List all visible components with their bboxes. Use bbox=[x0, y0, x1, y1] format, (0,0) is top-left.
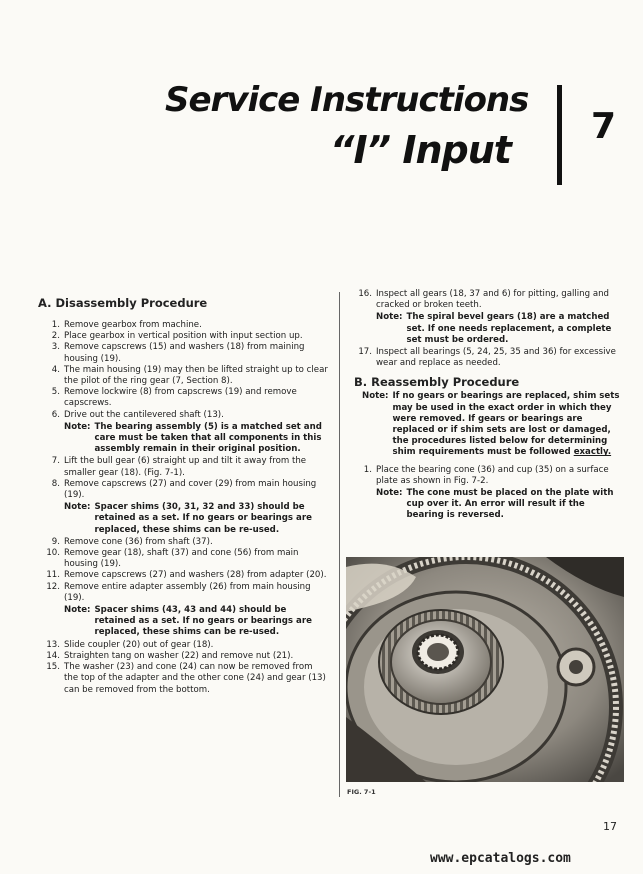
watermark: www.epcatalogs.com bbox=[430, 851, 571, 866]
note-label: Note: bbox=[376, 312, 403, 323]
note-text-emphasis: exactly. bbox=[573, 447, 612, 458]
item-text: The main housing (19) may then be lifted straight up to clear the pilot of the ring gear (7, Section 8). bbox=[64, 364, 328, 387]
list-item bbox=[38, 342, 328, 364]
list-item bbox=[38, 570, 328, 581]
section-b-heading: B. Reassembly Procedure bbox=[354, 375, 520, 390]
item-text: The washer (23) and cone (24) can now be removed from the top of the adapter and the other cone (24) and gear (13) can be removed from the bottom. bbox=[64, 662, 326, 695]
note-text bbox=[392, 391, 622, 458]
item-text: Remove capscrews (27) and cover (29) from main housing (19). bbox=[64, 478, 317, 501]
item-text: Remove gearbox from machine. bbox=[64, 320, 202, 330]
item-number: 9. bbox=[51, 536, 60, 547]
section-a-list bbox=[38, 320, 328, 696]
list-item bbox=[38, 662, 328, 696]
item-text: Inspect all gears (18, 37 and 6) for pitting, galling and cracked or broken teeth. bbox=[376, 289, 609, 311]
item-number: 3. bbox=[51, 342, 60, 353]
item-number: 14. bbox=[46, 650, 60, 661]
gear-photo-illustration bbox=[346, 557, 624, 782]
item-text: Slide coupler (20) out of gear (18). bbox=[64, 639, 214, 650]
note bbox=[64, 422, 328, 456]
item-text: Remove gear (18), shaft (37) and cone (56) from main housing (19). bbox=[64, 548, 299, 570]
item-text: Place the bearing cone (36) and cup (35) on a surface plate as shown in Fig. 7-2. bbox=[376, 464, 609, 486]
gear-assembly-photo bbox=[346, 557, 624, 782]
item-text: Straighten tang on washer (22) and remove nut (21). bbox=[64, 650, 294, 661]
note bbox=[376, 312, 622, 346]
note-label: Note: bbox=[64, 605, 91, 616]
item-text: Drive out the cantilevered shaft (13). bbox=[64, 409, 224, 420]
item-number: 15. bbox=[46, 662, 60, 673]
list-item bbox=[354, 289, 622, 311]
note bbox=[64, 605, 328, 639]
title-line-1: Service Instructions bbox=[165, 80, 529, 120]
list-item bbox=[38, 537, 328, 548]
item-number: 7. bbox=[51, 456, 60, 467]
note-label: Note: bbox=[376, 488, 403, 499]
note-label: Note: bbox=[64, 502, 91, 513]
note bbox=[376, 488, 622, 522]
item-number: 11. bbox=[46, 570, 60, 581]
item-text: Lift the bull gear (6) straight up and tilt it away from the smaller gear (18). (Fig. 7-1). bbox=[64, 456, 307, 478]
item-text: Remove capscrews (15) and washers (18) from maining housing (19). bbox=[64, 342, 305, 364]
item-number: 4. bbox=[51, 364, 60, 375]
list-item bbox=[38, 331, 328, 342]
list-item bbox=[38, 640, 328, 651]
item-number: 13. bbox=[46, 639, 60, 650]
item-text: Place gearbox in vertical position with input section up. bbox=[64, 331, 303, 342]
note-text: Spacer shims (43, 43 and 44) should be retained as a set. If no gears or bearings are replaced, these shims can be re-used. bbox=[94, 605, 312, 638]
note-text: The cone must be placed on the plate with cup over it. An error will result if the bearing is reversed. bbox=[406, 488, 614, 521]
item-number: 16. bbox=[358, 289, 372, 299]
item-number: 17. bbox=[358, 347, 372, 358]
item-text: Inspect all bearings (5, 24, 25, 35 and 36) for excessive wear and replace as needed. bbox=[376, 347, 616, 369]
list-item bbox=[354, 465, 622, 487]
title-divider bbox=[557, 85, 562, 185]
item-text: Remove capscrews (27) and washers (28) from adapter (20). bbox=[64, 570, 327, 581]
list-item bbox=[38, 479, 328, 501]
item-number: 5. bbox=[51, 387, 60, 398]
item-number: 1. bbox=[363, 464, 372, 475]
list-item bbox=[38, 456, 328, 478]
list-item bbox=[38, 387, 328, 409]
note-text: Spacer shims (30, 31, 32 and 33) should be retained as a set. If no gears or bearings are replaced, these shims can be re-used. bbox=[94, 502, 312, 535]
section-b-top-note bbox=[362, 391, 622, 458]
item-number: 12. bbox=[46, 581, 60, 592]
item-number: 2. bbox=[51, 331, 60, 342]
list-item bbox=[38, 651, 328, 662]
list-item bbox=[38, 320, 328, 331]
title-line-2: “I” Input bbox=[330, 128, 511, 172]
item-text: Remove cone (36) from shaft (37). bbox=[64, 536, 213, 547]
page-number: 17 bbox=[603, 820, 617, 833]
note-label: Note: bbox=[64, 421, 91, 432]
note-text: The spiral bevel gears (18) are a matched set. If one needs replacement, a complete set must be ordered. bbox=[406, 312, 612, 345]
note bbox=[64, 502, 328, 536]
item-text: Remove entire adapter assembly (26) from main housing (19). bbox=[64, 581, 311, 603]
item-text: Remove lockwire (8) from capscrews (19) and remove capscrews. bbox=[64, 387, 297, 409]
figure-label: FIG. 7-1 bbox=[347, 788, 376, 796]
note-text: The bearing assembly (5) is a matched set and care must be taken that all components in this assembly remain in their original position. bbox=[94, 421, 322, 455]
note-text-main: If no gears or bearings are replaced, shim sets may be used in the exact order in which they were removed. If gears or bearings are replaced or if shim sets are lost or damaged, the procedures listed below for determining shim requirements must be followed bbox=[392, 391, 620, 458]
list-item bbox=[38, 365, 328, 387]
item-number: 10. bbox=[46, 548, 60, 559]
list-item bbox=[38, 548, 328, 570]
section-a-cont-list bbox=[354, 289, 622, 369]
column-divider bbox=[339, 292, 340, 797]
section-b-list bbox=[354, 465, 622, 522]
list-item bbox=[38, 410, 328, 421]
list-item bbox=[38, 582, 328, 604]
item-number: 1. bbox=[51, 320, 60, 330]
section-a bbox=[38, 296, 328, 696]
item-number: 8. bbox=[51, 478, 60, 489]
item-number: 6. bbox=[51, 409, 60, 420]
right-column bbox=[354, 289, 622, 523]
section-a-heading: A. Disassembly Procedure bbox=[38, 296, 208, 310]
note-label: Note: bbox=[362, 391, 389, 402]
chapter-number: 7 bbox=[591, 106, 617, 147]
list-item bbox=[354, 347, 622, 369]
